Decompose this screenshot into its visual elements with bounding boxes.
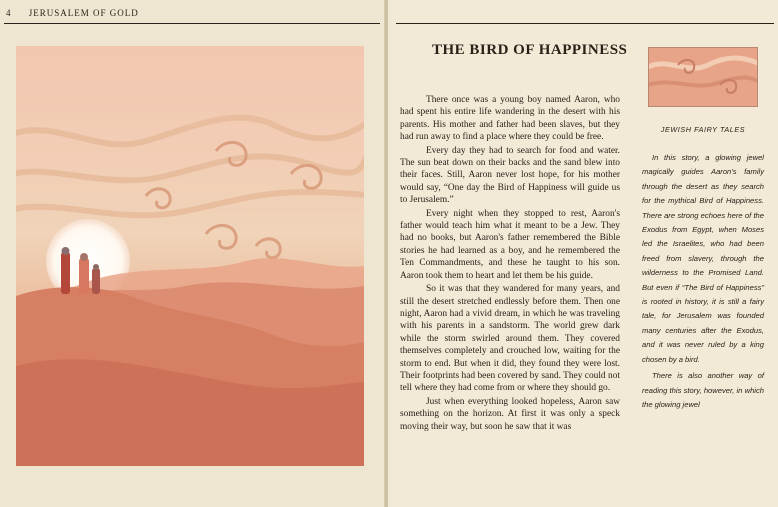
page-number: 4	[6, 8, 12, 18]
story-title: THE BIRD OF HAPPINESS	[432, 42, 628, 58]
story-paragraph: There once was a young boy named Aaron, who had spent his entire life wandering in the desert with his parents. His mother and father had been slaves, but they had run away to find a place where they could be free.	[400, 95, 620, 143]
sidebar-thumbnail-illustration	[648, 47, 758, 107]
story-paragraph: Every day they had to search for food and water. The sun beat down on their backs and the sand blew into their faces. Still, Aaron never lost hope, for his mother would say, “One day the Bird of Happiness will guide us to Jerusalem.”	[400, 145, 620, 206]
book-title: JERUSALEM OF GOLD	[28, 8, 139, 18]
header-rule	[4, 23, 380, 24]
right-page	[388, 0, 778, 507]
sidebar-paragraph: There is also another way of reading this story, however, in which the glowing jewel	[642, 371, 764, 409]
desert-illustration	[16, 46, 364, 466]
story-paragraph: Just when everything looked hopeless, Aaron saw something on the horizon. At first it was only a speck moving their way, but soon he saw that it was	[400, 396, 620, 432]
story-body	[400, 94, 620, 434]
left-page	[0, 0, 386, 507]
story-paragraph: Every night when they stopped to rest, Aaron's father would teach him what it meant to be a Jew. They had no books, but Aaron's father remembered the Bible stories he had learned as a boy, and he remembered the Ten Commandments, and these he taught to his son. Aaron took them to heart and let them be his guide.	[400, 208, 620, 281]
story-paragraph: So it was that they wandered for many years, and still the desert stretched endlessly before them. Then one night, Aaron had a vivid dream, in which he was traveling with his parents in a sandstorm. The world grew dark while the storm swirled around them. They covered themselves completely and crouched low, waiting for the storm to end. But when it did, they found they were lost. Their footprints had been covered by sand. They could not tell where they had come from or where they should go.	[400, 284, 620, 394]
header-rule	[396, 23, 774, 24]
sidebar-label: JEWISH FAIRY TALES	[660, 125, 746, 134]
sidebar-paragraph: In this story, a glowing jewel magically guides Aaron's family through the desert as they search for the mythical Bird of Happiness. There are strong echoes here of the Exodus from Egypt, when Moses led the Israelites, who had been freed from slavery, through the wilderness to the Promised Land. But even if “The Bird of Happiness” is rooted in history, it is still a fairy tale, for Jerusalem was founded many centuries after the Exodus, and it was never ruled by a king chosen by a bird.	[642, 153, 764, 364]
sidebar-commentary	[642, 151, 764, 414]
running-head	[6, 8, 139, 18]
